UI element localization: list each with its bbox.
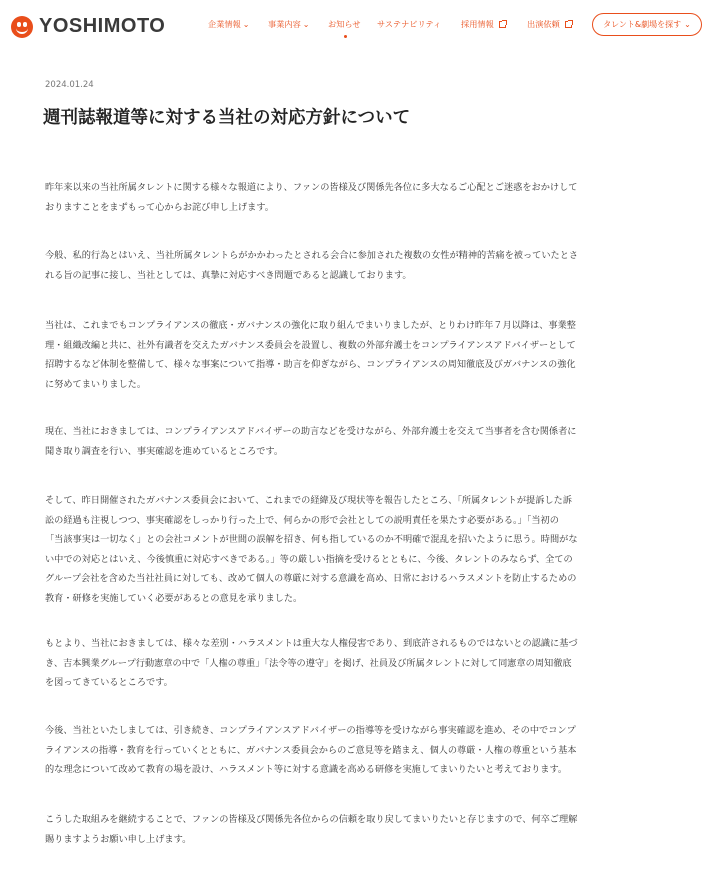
paragraph: 今後、当社といたしましては、引き続き、コンプライアンスアドバイザーの指導等を受けながら事実確認を進め、その中でコンプ ライアンスの指導・教育を行っていくとともに、ガバナンス委員会からのご意見等を踏まえ、個人の尊厳・人権の尊重という基本 的な理念について改めて教育の場を設け、ハラスメント等に対する意識を高める研修を実施してまいりたいと考えております。 <box>45 725 577 776</box>
paragraph: もとより、当社におきましては、様々な差別・ハラスメントは重大な人権侵害であり、到底許されるものではないとの認識に基づ き、吉本興業グループ行動憲章の中で「人権の尊重」「法令等の遵守」を掲げ、社員及び所属タレントに対して同憲章の周知徹底 を図ってきているところです。 <box>45 638 578 689</box>
nav-booking[interactable]: 出演依頼 <box>527 19 572 30</box>
paragraph: 今般、私的行為とはいえ、当社所属タレントらがかかわったとされる会合に参加された複数の女性が精神的苦痛を被っていたとさ れる旨の記事に接し、当社としては、真摯に対応すべき問題であると認識しております。 <box>45 250 579 281</box>
site-header <box>0 0 714 52</box>
talent-theater-search-button[interactable]: タレント&劇場を探す ⌄ <box>592 13 702 36</box>
chevron-down-icon: ⌄ <box>684 20 691 29</box>
chevron-down-icon: ⌄ <box>302 20 310 29</box>
nav-company-info[interactable]: 企業情報 ⌄ <box>208 19 250 29</box>
paragraph: 現在、当社におきましては、コンプライアンスアドバイザーの助言などを受けながら、外部弁護士を交えて当事者を含む関係者に 聞き取り調査を行い、事実確認を進めているところです。 <box>45 426 577 457</box>
paragraph: 当社は、これまでもコンプライアンスの徹底・ガバナンスの強化に取り組んでまいりましたが、とりわけ昨年７月以降は、事業整 理・組織改編と共に、社外有識者を交えたガバナンス委員会を設置し、複数の外部弁護士をコンプライアンスアドバイザーとして 招聘するなど体制を整備して、様々な事案について指導・助言を仰ぎながら、コンプライアンスの周知徹底及びガバナンスの強化 に努めてまいりました。 <box>45 320 576 390</box>
nav-business[interactable]: 事業内容 ⌄ <box>268 19 310 29</box>
article-date: 2024.01.24 <box>45 80 94 90</box>
nav-news[interactable]: お知らせ <box>328 19 361 29</box>
nav-recruit[interactable]: 採用情報 <box>461 19 506 30</box>
external-link-icon <box>499 21 506 28</box>
paragraph: こうした取組みを継続することで、ファンの皆様及び関係先各位からの信頼を取り戻してまいりたいと存じますので、何卒ご理解 賜りますようお願い申し上げます。 <box>45 814 578 845</box>
active-indicator <box>344 35 347 38</box>
paragraph: そして、昨日開催されたガバナンス委員会において、これまでの経緯及び現状等を報告したところ、「所属タレントが提訴した訴 訟の経過も注視しつつ、事実確認をしっかり行った上で、何らかの形で会社としての説明責任を果たす必要がある。」「当初の 「当該事実は一切なく」との会社コメントが世間の誤解を招き、何も指しているのか不明確で混乱を招いたように思う。時間がな い中での対応とはいえ、今後慎重に対応すべきである。」等の厳しい指摘を受けるとともに、今後、タレントのみならず、全ての グループ会社を含めた当社社員に対しても、改めて個人の尊厳に対する意識を高め、日常におけるハラスメントを防止するための 教育・研修を実施していく必要があるとの意見を承りました。 <box>45 495 578 604</box>
paragraph: 昨年来以来の当社所属タレントに関する様々な報道により、ファンの皆様及び関係先各位に多大なるご心配とご迷惑をおかけして おりますことをまずもって心からお詫び申し上げます。 <box>45 182 578 213</box>
article-title: 週刊誌報道等に対する当社の対応方針について <box>43 108 411 128</box>
nav-sustainability[interactable]: サステナビリティ <box>377 19 442 29</box>
logo-text: YOSHIMOTO <box>39 15 166 37</box>
external-link-icon <box>565 21 572 28</box>
chevron-down-icon: ⌄ <box>242 20 250 29</box>
